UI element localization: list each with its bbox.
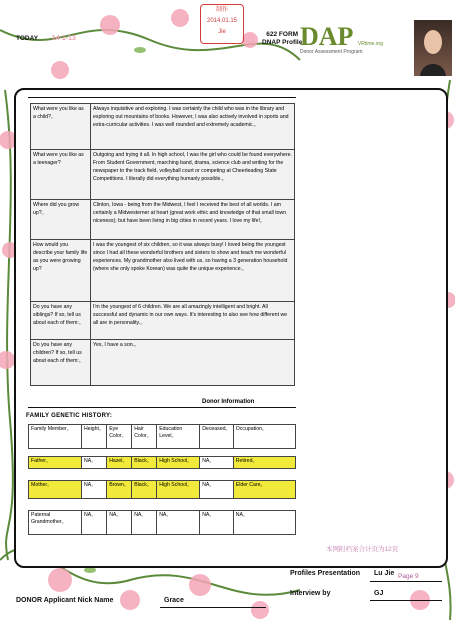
stamp-line3: Jie <box>218 29 226 35</box>
table-row <box>31 104 295 150</box>
interview-underline <box>370 600 442 601</box>
education-cell: High School。 <box>157 481 200 499</box>
occupation-cell: Retired。 <box>233 457 295 469</box>
divider-rule <box>28 407 296 408</box>
answer-cell: I'm the youngest of 6 children. We are all amazingly intelligent and bright. All successful and dynamic in our own ways. It's interesting to also see how different we all are in personality.。 <box>91 302 295 340</box>
donor-information-label: Donor Information <box>202 399 255 405</box>
member-cell: Paternal Grandmother。 <box>29 511 82 535</box>
hair-cell: Black。 <box>132 481 157 499</box>
qa-table <box>30 103 295 386</box>
member-cell: Father。 <box>29 457 82 469</box>
spacer-cell <box>29 469 296 481</box>
column-header: Family Member。 <box>29 425 82 449</box>
table-row <box>31 302 295 340</box>
top-rule <box>28 97 296 98</box>
question-cell: Where did you grow up?。 <box>31 200 91 240</box>
table-row <box>31 200 295 240</box>
family-history-title: FAMILY GENETIC HISTORY: <box>26 413 113 419</box>
donor-nickname-value: Grace <box>164 597 184 604</box>
answer-cell: Always inquisitive and exploring. I was certainly the child who was in the library and exploring out mountains of books. However, I was also actively involved in sports and extra-curricular activities. I was well rounded and extremely academic.。 <box>91 104 295 150</box>
page-number: Page 9 <box>398 573 419 580</box>
question-cell: Do you have any siblings? If so, tell us about each of them:。 <box>31 302 91 340</box>
question-cell: What were you like as a child?。 <box>31 104 91 150</box>
profiles-value: Lu Jie <box>374 570 395 577</box>
education-cell: High School。 <box>157 457 200 469</box>
donor-underline <box>160 607 266 608</box>
today-label: TODAY <box>16 35 38 42</box>
member-cell: Mother。 <box>29 481 82 499</box>
logo-small: VRtime.org <box>357 41 383 47</box>
question-cell: What were you like as a teenager? <box>31 150 91 200</box>
person-silhouette-icon <box>414 20 452 76</box>
column-header: Occupation。 <box>233 425 295 449</box>
spacer-cell <box>29 499 296 511</box>
table-row <box>29 481 296 499</box>
family-table <box>28 424 296 535</box>
stamp-line2: 2014.01.15 <box>206 18 238 24</box>
table-row <box>31 340 295 386</box>
answer-cell: Yes, I have a son.。 <box>91 340 295 386</box>
stamp-line1: 制作 <box>215 7 228 13</box>
column-header: Hair Color。 <box>132 425 157 449</box>
official-stamp <box>200 4 244 44</box>
height-cell: NA。 <box>82 511 107 535</box>
dap-logo <box>300 22 415 55</box>
table-row <box>31 240 295 302</box>
profile-photo <box>414 20 452 76</box>
question-cell: Do you have any children? If so, tell us about each of them:。 <box>31 340 91 386</box>
column-header: Eye Color。 <box>107 425 132 449</box>
table-row <box>29 511 296 535</box>
deceased-cell: NA。 <box>200 457 234 469</box>
form-subtitle: DNAP Profile <box>262 39 303 46</box>
occupation-cell: Elder Care。 <box>233 481 295 499</box>
height-cell: NA。 <box>82 481 107 499</box>
eye-cell: Hazel。 <box>107 457 132 469</box>
education-cell: NA。 <box>157 511 200 535</box>
profiles-underline <box>370 581 442 582</box>
interview-value: GJ <box>374 590 384 597</box>
question-cell: How would you describe your family life as you were growing up? <box>31 240 91 302</box>
answer-cell: Outgoing and trying it all. In high school, I was the girl who could be found everywhere. From Student Government, marching band, drama, science club and writing for the newspaper to the track field, volleyball court or competing at Cheerleading State Competitions. I literally did everything humanly possible.。 <box>91 150 295 200</box>
height-cell: NA。 <box>82 457 107 469</box>
spacer-row <box>29 499 296 511</box>
answer-cell: Clinton, Iowa - being from the Midwest, I feel I received the best of all worlds. I am certainly a Midwesterner at heart (great work ethic and knowledge of that small town niceness); but have been living in big cities in recent years. I love my life!。 <box>91 200 295 240</box>
interview-label: Interview by <box>290 590 331 597</box>
hair-cell: NA。 <box>132 511 157 535</box>
column-header: Height。 <box>82 425 107 449</box>
table-header-row <box>29 425 296 449</box>
spacer-row <box>29 469 296 481</box>
today-value: 14-1-13 <box>51 35 76 42</box>
page-count-watermark: 本网附档案合计页为12页 <box>326 546 399 553</box>
profiles-label: Profiles Presentation <box>290 570 361 577</box>
donor-nickname-label: DONOR Applicant Nick Name <box>16 597 114 604</box>
logo-subtitle: Donor Assessment Program <box>300 49 363 55</box>
eye-cell: NA。 <box>107 511 132 535</box>
column-header: Education Level。 <box>157 425 200 449</box>
table-row <box>29 457 296 469</box>
logo-main: DAP <box>300 22 354 51</box>
answer-cell: I was the youngest of six children, so it was always busy! I loved being the youngest since I had all these wonderful brothers and sisters to show and teach me wonderful experiences. My grandmother also lived with us, so having a 3 generation household (where she only spoke Korean) was quite the unique experience.。 <box>91 240 295 302</box>
deceased-cell: NA。 <box>200 481 234 499</box>
eye-cell: Brown。 <box>107 481 132 499</box>
deceased-cell: NA。 <box>200 511 234 535</box>
occupation-cell: NA。 <box>233 511 295 535</box>
column-header: Deceased。 <box>200 425 234 449</box>
table-row <box>31 150 295 200</box>
form-title: 622 FORM <box>266 31 299 38</box>
spacer-cell <box>29 449 296 457</box>
hair-cell: Black。 <box>132 457 157 469</box>
spacer-row <box>29 449 296 457</box>
